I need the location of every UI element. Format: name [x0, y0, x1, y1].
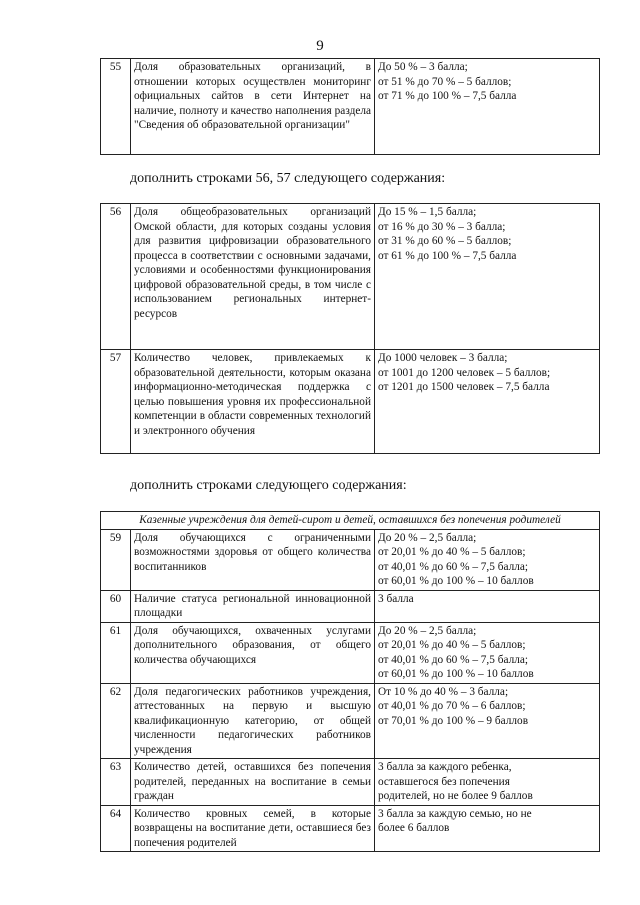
score-line: 3 балла за каждую семью, но не	[378, 807, 532, 820]
table-row	[101, 59, 600, 155]
table-row	[101, 805, 600, 852]
score-scale	[375, 350, 600, 454]
score-line: от 16 % до 30 % – 3 балла;	[378, 220, 506, 233]
row-number: 55	[101, 59, 131, 155]
row-number: 63	[101, 759, 131, 806]
row-number: 60	[101, 590, 131, 622]
criterion-description: Количество кровных семей, в которые возвращены на воспитание дети, оставшиеся без попечения родителей	[131, 805, 375, 852]
table-row	[101, 590, 600, 622]
score-scale	[375, 622, 600, 683]
group-header-row	[101, 512, 600, 530]
score-line: До 20 % – 2,5 балла;	[378, 531, 477, 544]
score-line: оставшегося без попечения	[378, 775, 510, 788]
criterion-description: Доля общеобразовательных организаций Омской области, для которых созданы условия для развития цифровизации образовательного процесса в соответствии с основными задачами, условиями и особенностями функционирования цифровой образовательной среды, в том числе с использованием региональных интернет-ресурсов	[131, 204, 375, 350]
score-scale	[375, 529, 600, 590]
criteria-table-3	[100, 511, 600, 852]
table-row	[101, 529, 600, 590]
score-line: от 1201 до 1500 человек – 7,5 балла	[378, 381, 550, 393]
score-line: от 51 % до 70 % – 5 баллов;	[378, 75, 512, 88]
score-line: родителей, но не более 9 баллов	[378, 790, 533, 802]
score-line: от 20,01 % до 40 % – 5 баллов;	[378, 639, 526, 651]
score-line: До 50 % – 3 балла;	[378, 61, 468, 73]
score-line: До 20 % – 2,5 балла;	[378, 624, 477, 637]
score-line: 3 балла за каждого ребенка,	[378, 761, 512, 773]
table-row	[101, 204, 600, 350]
table-row	[101, 622, 600, 683]
score-line: от 40,01 % до 60 % – 7,5 балла;	[378, 653, 529, 666]
table-row	[101, 759, 600, 806]
score-line: от 70,01 % до 100 % – 9 баллов	[378, 714, 529, 727]
score-line: от 31 % до 60 % – 5 баллов;	[378, 235, 512, 247]
criterion-description: Количество детей, оставшихся без попечения родителей, переданных на воспитание в семьи граждан	[131, 759, 375, 806]
criterion-description: Доля педагогических работников учреждения, аттестованных на первую и высшую квалификационную категорию, от общей численности педагогических работников учреждения	[131, 683, 375, 759]
section-heading: дополнить строками 56, 57 следующего содержания:	[130, 171, 446, 186]
criterion-description: Доля обучающихся, охваченных услугами дополнительного образования, от общего количества обучающихся	[131, 622, 375, 683]
score-line: 3 балла	[378, 592, 414, 605]
row-number: 57	[101, 350, 131, 454]
score-line: от 1001 до 1200 человек – 5 баллов;	[378, 366, 551, 379]
score-line: от 60,01 % до 100 % – 10 баллов	[378, 668, 534, 680]
criterion-description: Доля образовательных организаций, в отношении которых осуществлен мониторинг официальных сайтов в сети Интернет на наличие, полноту и качество наполнения раздела "Сведения об образовательной организации"	[131, 59, 375, 155]
score-scale	[375, 683, 600, 759]
group-header: Казенные учреждения для детей-сирот и детей, оставшихся без попечения родителей	[101, 512, 600, 530]
criterion-description: Наличие статуса региональной инновационной площадки	[131, 590, 375, 622]
criteria-table-1	[100, 58, 600, 155]
table-row	[101, 683, 600, 759]
score-scale	[375, 59, 600, 155]
row-number: 64	[101, 805, 131, 852]
score-line: От 10 % до 40 % – 3 балла;	[378, 685, 509, 698]
score-scale	[375, 204, 600, 350]
row-number: 62	[101, 683, 131, 759]
section-heading: дополнить строками следующего содержания:	[130, 478, 407, 493]
criterion-description: Количество человек, привлекаемых к образовательной деятельности, которым оказана информационно-методическая поддержка с целью повышения уровня их профессиональной компетенции в области современных технологий и электронного обучения	[131, 350, 375, 454]
row-number: 61	[101, 622, 131, 683]
criteria-table-2	[100, 203, 600, 454]
score-line: от 20,01 % до 40 % – 5 баллов;	[378, 546, 526, 558]
row-number: 59	[101, 529, 131, 590]
score-scale	[375, 805, 600, 852]
score-line: от 61 % до 100 % – 7,5 балла	[378, 249, 517, 262]
score-line: от 40,01 % до 60 % – 7,5 балла;	[378, 560, 529, 573]
criterion-description: Доля обучающихся с ограниченными возможностями здоровья от общего количества воспитанников	[131, 529, 375, 590]
score-line: от 60,01 % до 100 % – 10 баллов	[378, 575, 534, 587]
score-line: До 1000 человек – 3 балла;	[378, 352, 508, 364]
score-line: от 71 % до 100 % – 7,5 балла	[378, 90, 517, 102]
score-line: До 15 % – 1,5 балла;	[378, 206, 477, 218]
table-row	[101, 350, 600, 454]
score-line: от 40,01 % до 70 % – 6 баллов;	[378, 700, 526, 712]
page-number: 9	[316, 38, 324, 54]
score-scale	[375, 759, 600, 806]
score-line: более 6 баллов	[378, 822, 450, 834]
row-number: 56	[101, 204, 131, 350]
score-scale	[375, 590, 600, 622]
